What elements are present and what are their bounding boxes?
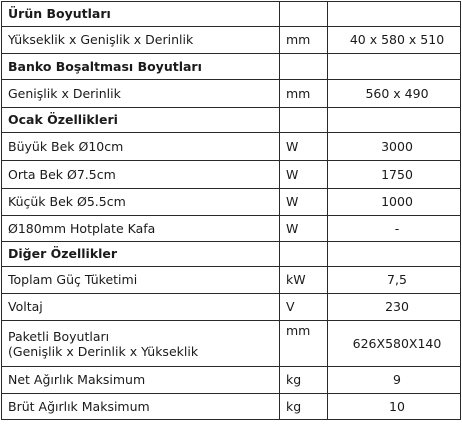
spec-label: Brüt Ağırlık Maksimum — [2, 394, 280, 420]
spec-value: 560 x 490 — [328, 80, 461, 108]
unit-cell — [280, 54, 328, 80]
value-cell — [328, 2, 461, 27]
spec-label — [2, 321, 280, 367]
spec-value: 230 — [328, 294, 461, 321]
section-row-hob-features — [2, 108, 461, 133]
spec-label-line: Paketli Boyutları — [8, 328, 110, 344]
unit-cell — [280, 242, 328, 267]
table-row — [2, 80, 461, 108]
value-cell — [328, 108, 461, 133]
spec-unit: V — [280, 294, 328, 321]
spec-value: 7,5 — [328, 267, 461, 294]
spec-unit: W — [280, 216, 328, 242]
table-row — [2, 321, 461, 367]
table-row — [2, 189, 461, 216]
section-heading: Ürün Boyutları — [2, 2, 280, 27]
spec-value: 9 — [328, 367, 461, 394]
spec-unit: W — [280, 189, 328, 216]
value-cell — [328, 242, 461, 267]
table-row — [2, 27, 461, 54]
spec-label: Yükseklik x Genişlik x Derinlik — [2, 27, 280, 54]
section-heading: Ocak Özellikleri — [2, 108, 280, 133]
unit-cell — [280, 108, 328, 133]
spec-table — [1, 1, 461, 420]
spec-label: Küçük Bek Ø5.5cm — [2, 189, 280, 216]
unit-cell — [280, 2, 328, 27]
table-row — [2, 133, 461, 161]
spec-unit: mm — [280, 321, 328, 367]
section-row-other-features — [2, 242, 461, 267]
spec-label: Ø180mm Hotplate Kafa — [2, 216, 280, 242]
spec-value: 10 — [328, 394, 461, 420]
spec-value: 1000 — [328, 189, 461, 216]
spec-label: Genişlik x Derinlik — [2, 80, 280, 108]
spec-unit: kW — [280, 267, 328, 294]
spec-label: Toplam Güç Tüketimi — [2, 267, 280, 294]
table-row — [2, 161, 461, 189]
spec-value: 1750 — [328, 161, 461, 189]
spec-unit: kg — [280, 394, 328, 420]
spec-unit: kg — [280, 367, 328, 394]
section-row-counter-cutout — [2, 54, 461, 80]
spec-label: Net Ağırlık Maksimum — [2, 367, 280, 394]
table-row — [2, 216, 461, 242]
spec-value: 40 x 580 x 510 — [328, 27, 461, 54]
spec-unit: mm — [280, 27, 328, 54]
spec-value: - — [328, 216, 461, 242]
table-row — [2, 394, 461, 420]
table-row — [2, 267, 461, 294]
spec-label: Orta Bek Ø7.5cm — [2, 161, 280, 189]
spec-value: 3000 — [328, 133, 461, 161]
section-heading: Diğer Özellikler — [2, 242, 280, 267]
section-heading: Banko Boşaltması Boyutları — [2, 54, 280, 80]
spec-label: Voltaj — [2, 294, 280, 321]
spec-unit: mm — [280, 80, 328, 108]
spec-label: Büyük Bek Ø10cm — [2, 133, 280, 161]
spec-unit: W — [280, 161, 328, 189]
table-row — [2, 294, 461, 321]
table-row — [2, 367, 461, 394]
spec-value: 626X580X140 — [328, 321, 461, 367]
spec-unit: W — [280, 133, 328, 161]
spec-label-line: (Genişlik x Derinlik x Yükseklik — [8, 343, 199, 359]
value-cell — [328, 54, 461, 80]
section-row-product-dimensions — [2, 2, 461, 27]
